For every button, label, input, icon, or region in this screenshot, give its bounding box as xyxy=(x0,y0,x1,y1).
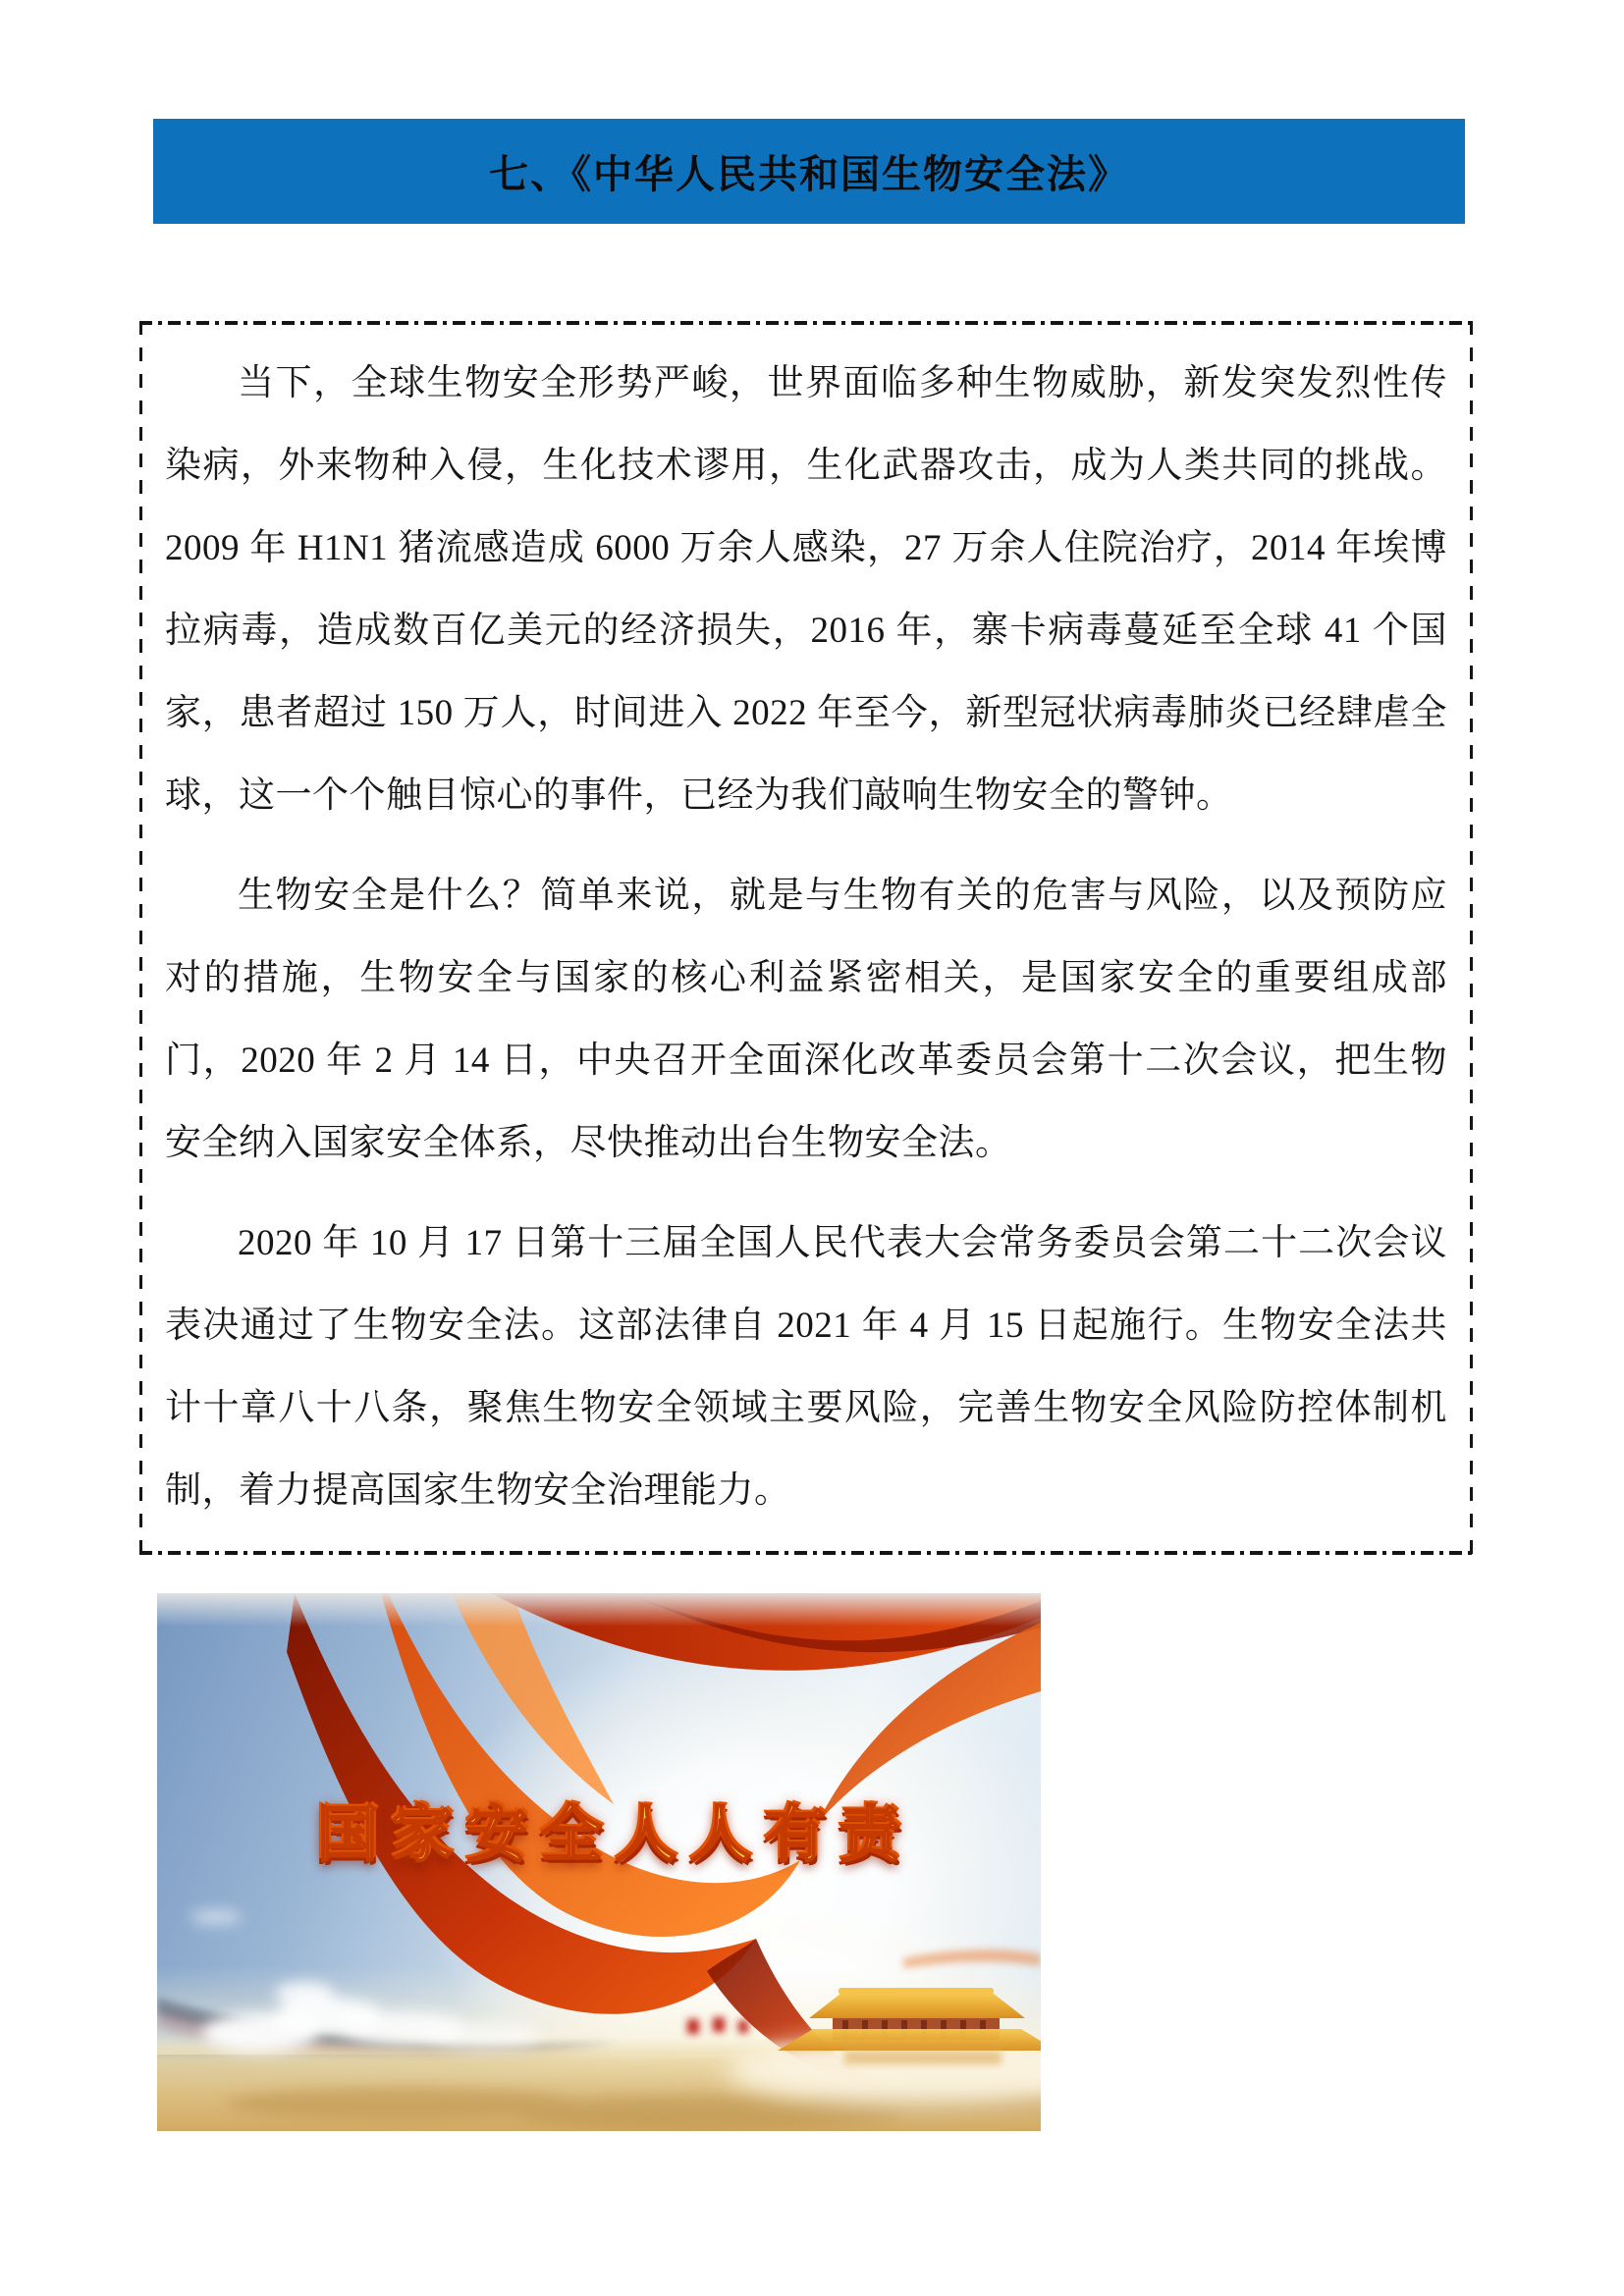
section-header-bar xyxy=(153,119,1465,224)
paragraph-law-adoption: 2020 年 10 月 17 日第十三届全国人民代表大会常务委员会第二十二次会议表决通过了生物安全法。这部法律自 2021 年 4 月 15 日起施行。生物安全法共计十章八十八条，聚焦生物安全领域主要风险，完善生物安全风险防控体制机制，着力提高国家生物安全治理能力。 xyxy=(165,1223,1447,1511)
section-title: 七、《中华人民共和国生物安全法》 xyxy=(489,152,1129,197)
dashed-border-top xyxy=(139,321,1473,325)
dashed-border-left xyxy=(139,321,142,1555)
dashed-border-right xyxy=(1470,321,1473,1555)
poster-slogan: 国家安全人人有责 xyxy=(316,1798,914,1870)
dashed-border-bottom xyxy=(139,1551,1473,1555)
paragraph-what-is-biosecurity: 生物安全是什么？简单来说，就是与生物有关的危害与风险，以及预防应对的措施，生物安全与国家的核心利益紧密相关，是国家安全的重要组成部门，2020 年 2 月 14 日，中央召开全面深化改革委员会第十二次会议，把生物安全纳入国家安全体系，尽快推动出台生物安全法。 xyxy=(165,876,1447,1163)
national-security-poster xyxy=(157,1593,1041,2131)
content-box xyxy=(139,321,1473,1555)
paragraph-biosecurity-situation: 当下，全球生物安全形势严峻，世界面临多种生物威胁，新发突发烈性传染病，外来物种入侵，生化技术谬用，生化武器攻击，成为人类共同的挑战。2009 年 H1N1 猪流感造成 6000 万余人感染，27 万余人住院治疗，2014 年埃博拉病毒，造成数百亿美元的经济损失，2016 年，寨卡病毒蔓延至全球 41 个国家，患者超过 150 万人，时间进入 2022 年至今，新型冠状病毒肺炎已经肆虐全球，这一个个触目惊心的事件，已经为我们敲响生物安全的警钟。 xyxy=(165,363,1447,816)
